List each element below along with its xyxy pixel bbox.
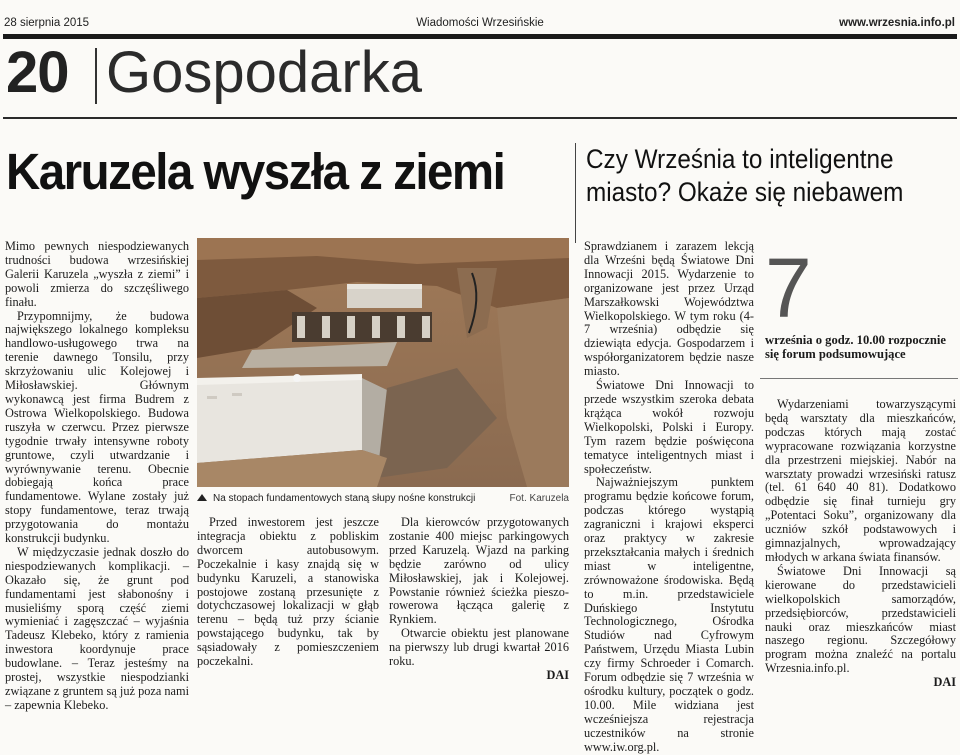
photo-caption xyxy=(197,493,569,504)
article-divider xyxy=(575,143,576,243)
page-number: 20 xyxy=(6,40,69,105)
article1-paragraph: Przypomnijmy, że budowa największego lokalnego kompleksu handlowo-usługowego trwa na terenie dawnego Tonsilu, przy skrzyżowaniu ulic Kolejowej i Miłosławskiej. Głównym wykonawcą jest firma Budrem z Ostrowa Wielkopolskiego. Budowa ruszyła w czerwcu. Przez pierwsze tygodnie trwały intensywne roboty gruntowe, czyli utwardzanie i wyrównywanie terenu. Obecnie dobiegają końca prace fundamentowe. Wylane zostały już stopy fundamentowe, teraz trwają przygotowania do montażu konstrukcji budynku. xyxy=(5,308,189,546)
header-rule xyxy=(3,34,957,39)
article2-column2 xyxy=(765,398,956,690)
article1-paragraph: Przed inwestorem jest jeszcze integracja obiektu z pobliskim dworcem autobusowym. Poczekalnie i kasy znajdą się w budynku Karuzeli, a stanowiska postojowe zostaną przesunięte z dotychczasowej lokalizacji w głąb terenu – będą tuż przy ścianie powstającego budynku, tak by sąsiadowały z pomieszczeniem poczekalni. xyxy=(197,515,379,669)
publication-name: Wiadomości Wrzesińskie xyxy=(416,17,544,29)
article1-paragraph: Dla kierowców przygotowanych zostanie 400 miejsc parkingowych przed Karuzelą. Wjazd na parking będzie zarówno od ulicy Miłosławskiej, jak i Kolejowej. Powstanie również ścieżka pieszo-rowerowa łącząca galerię z Rynkiem. xyxy=(389,515,569,627)
article1-column3 xyxy=(389,516,569,683)
article2-signature: DAI xyxy=(933,675,956,690)
highlight-text: września o godz. 10.00 rozpocznie się forum podsumowujące xyxy=(765,333,946,361)
article2-headline: Czy Września to inteligentne miasto? Okaże się niebawem xyxy=(586,144,904,207)
article2-column1 xyxy=(584,240,754,755)
highlight-number: 7 xyxy=(765,241,812,335)
article2-paragraph: Światowe Dni Innowacji są kierowane do przedstawicieli wielkopolskich samorządów, przedsiębiorców, przedstawicieli nauki oraz mieszkańców miast naszego regionu. Szczegółowy program można znaleźć na portalu Wrzesnia.info.pl. xyxy=(765,563,956,676)
photo-credit: Fot. Karuzela xyxy=(509,493,569,504)
article1-column1 xyxy=(5,240,189,713)
article2-paragraph: Wydarzeniami towarzyszącymi będą warsztaty dla mieszkańców, podczas których mają zostać wypracowane rozwiązania korzystne dla przestrzeni miejskiej. Nabór na warsztaty prowadzi wrzesiński ratusz (tel. 61 640 40 81). Dodatkowo odbędzie się finał turnieju gry „Potentaci Soku”, organizowany dla uczniów szkół podstawowych i gimnazjalnych, wprowadzający młodych w arkana świata finansów. xyxy=(765,397,956,564)
article1-paragraph: Otwarcie obiektu jest planowane na pierwszy lub drugi kwartał 2016 roku. xyxy=(389,626,569,669)
article2-paragraph: Sprawdzianem i zarazem lekcją dla Wrześni będą Światowe Dni Innowacji 2015. Wydarzenie to organizowane jest przez Urząd Marszałkowski Województwa Wielkopolskiego. W tym roku (4-7 września) odbędzie się dziewiąta edycja. Gospodarzem i współorganizatorem będzie nasze miasto. xyxy=(584,239,754,379)
article2-paragraph: Światowe Dni Innowacji to przede wszystkim szeroka debata krążąca wokół rozwoju Wielkopolski, Polski i Europy. Tym razem będzie poświęcona tematyce inteligentnych miast i społeczeństw. xyxy=(584,378,754,476)
article1-column2 xyxy=(197,516,379,669)
article1-headline: Karuzela wyszła z ziemi xyxy=(6,143,505,200)
website-url: www.wrzesnia.info.pl xyxy=(839,17,955,29)
caption-triangle-icon xyxy=(197,494,207,501)
article1-paragraph: Mimo pewnych niespodziewanych trudności budowa wrzesińskiej Galerii Karuzela „wyszła z ziemi” i powoli zmierza do szczęśliwego finału. xyxy=(5,239,189,309)
article1-signature: DAI xyxy=(546,667,569,682)
construction-photo xyxy=(197,238,569,487)
photo-caption-text: Na stopach fundamentowych staną słupy nośne konstrukcji xyxy=(213,493,476,504)
section-title: Gospodarka xyxy=(106,40,422,105)
issue-date: 28 sierpnia 2015 xyxy=(4,17,90,29)
article1-paragraph: W międzyczasie jednak doszło do niespodziewanych komplikacji. – Okazało się, że grunt pod fundamentami jest słabonośny i musieliśmy sporą część ziemi wymieniać i zagęszczać – wyjaśnia Tadeusz Klebeko, który z ramienia inwestora koordynuje prace budowlane. – Teraz jesteśmy na prostej, wszystkie niespodzianki związane z gruntem są już poza nami – zapewnia Klebeko. xyxy=(5,544,189,712)
section-rule xyxy=(3,117,957,119)
construction-site-image xyxy=(197,238,569,487)
highlight-rule xyxy=(760,378,958,379)
article2-paragraph: Najważniejszym punktem programu będzie końcowe forum, podczas którego wystąpią zagraniczni i krajowi eksperci oraz praktycy w zakresie przekształcania małych i średnich miast w inteligentne, zrównoważone środowiska. Będą to m.in. przedstawiciele Duńskiego Instytutu Technologicznego, Ośrodka Studiów nad Cyfrowym Państwem, Urzędu Miasta Lubin czy firmy Schroeder i Comarch. Forum odbędzie się 7 września w ośrodku kultury, początek o godz. 10.00. Mile widziana jest wcześniejsza rejestracja uczestników na stronie www.iw.org.pl. xyxy=(584,475,754,754)
section-divider xyxy=(95,48,97,104)
